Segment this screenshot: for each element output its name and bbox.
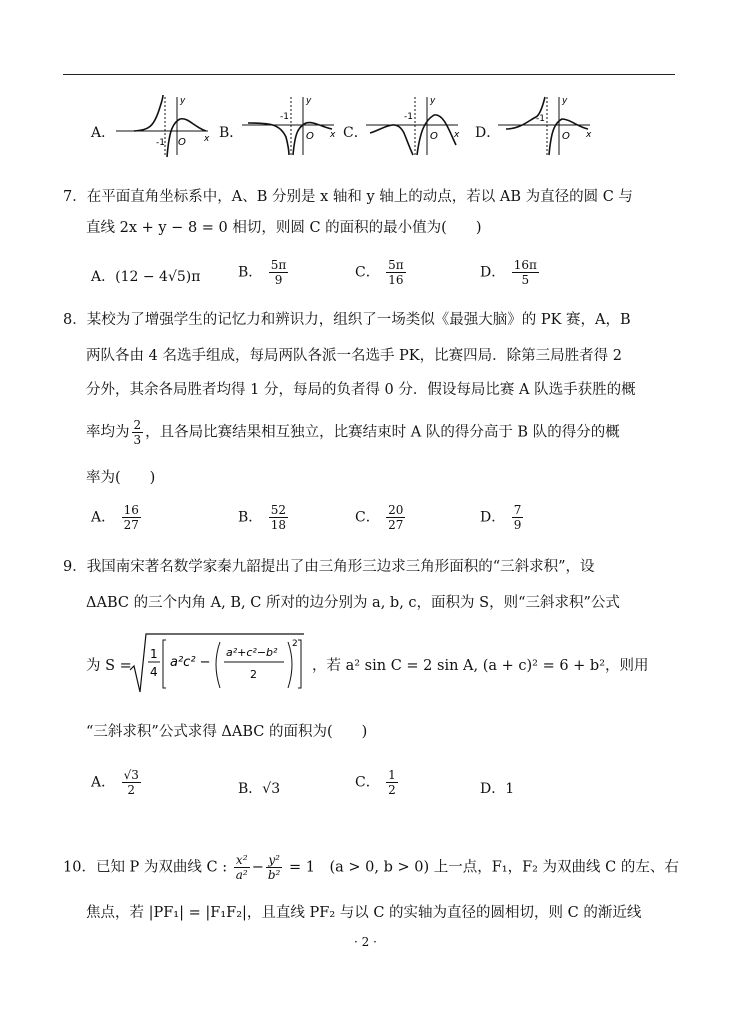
svg-text:O: O [430, 131, 438, 142]
q8-option-a-num: 16 [123, 503, 139, 517]
q9-option-a-label: A． [91, 774, 116, 791]
svg-text:-1: -1 [156, 138, 165, 148]
q9-option-c-den: 2 [388, 783, 396, 797]
q10-frac1-num: x² [235, 853, 248, 867]
q6-option-a-graph [114, 93, 212, 159]
q8-option-c-label: C． [355, 509, 380, 526]
q7-option-b-label: B． [238, 264, 263, 281]
q8-option-a [91, 503, 143, 532]
q6-option-c-graph [364, 93, 462, 159]
q9-option-b-value: √3 [262, 781, 281, 797]
q8-option-b-den: 18 [270, 518, 287, 532]
header-rule [63, 74, 675, 75]
q7-option-c-label: C． [355, 264, 380, 281]
q8-option-a-den: 27 [123, 518, 139, 532]
q9-formula-radical [128, 630, 306, 696]
q7-line2: 直线 2x + y − 8 = 0 相切，则圆 C 的面积的最小值为( ) [86, 220, 482, 236]
q7-option-d-num: 16π [513, 258, 537, 272]
q8-option-c [355, 503, 407, 532]
q8-option-b-label: B． [238, 509, 263, 526]
q6-option-b-label: B． [219, 125, 244, 141]
svg-text:4: 4 [150, 665, 158, 679]
q6-option-d-graph [496, 93, 594, 159]
svg-text:y: y [180, 96, 186, 106]
q9-formula-prefix: 为 S = [86, 658, 132, 674]
svg-text:y: y [306, 96, 312, 106]
q7-option-b-num: 5π [270, 258, 287, 272]
q9-line4: “三斜求积”公式求得 ΔABC 的面积为( ) [86, 724, 368, 740]
q7-line1: 7．在平面直角坐标系中，A、B 分别是 x 轴和 y 轴上的动点，若以 AB 为直径的圆 C 与 [63, 189, 633, 205]
q8-line4-pre: 率均为 [86, 424, 130, 441]
q9-option-d-value: 1 [505, 781, 515, 797]
q9-option-b-label: B． [238, 781, 263, 797]
q7-option-b [238, 258, 290, 287]
q10-line2: 焦点，若 |PF₁| = |F₁F₂|，且直线 PF₂ 与以 C 的实轴为直径的圆相切，则 C 的渐近线 [86, 905, 642, 921]
q7-option-c-num: 5π [388, 258, 404, 272]
q6-option-c-label: C． [343, 125, 368, 141]
svg-text:a²c² −: a²c² − [170, 655, 211, 670]
svg-text:y: y [562, 96, 568, 106]
q7-option-d [480, 258, 541, 287]
q8-line4 [86, 418, 620, 447]
q6-option-d-label: D． [475, 125, 501, 141]
q8-line4-post: ，且各局比赛结果相互独立，比赛结束时 A 队的得分高于 B 队的得分的概 [145, 424, 620, 441]
q8-option-c-den: 27 [388, 518, 404, 532]
svg-text:-1: -1 [536, 114, 545, 124]
q9-option-c-label: C． [355, 774, 380, 791]
q8-option-a-label: A． [91, 509, 116, 526]
svg-text:x: x [454, 130, 460, 140]
q7-option-c-den: 16 [388, 273, 404, 287]
svg-text:2: 2 [292, 639, 298, 649]
svg-text:x: x [204, 134, 210, 144]
q7-option-c [355, 258, 408, 287]
q8-line4-den: 3 [133, 433, 142, 447]
q6-option-a-label: A． [91, 125, 116, 141]
q8-option-d-label: D． [480, 509, 506, 526]
q8-option-d [480, 503, 525, 532]
q7-option-d-den: 5 [521, 273, 530, 287]
q7-option-b-den: 9 [274, 273, 283, 287]
q8-line3: 分外，其余各局胜者均得 1 分，每局的负者得 0 分．假设每局比赛 A 队选手获胜的概 [86, 382, 636, 398]
q10-frac1-den: a² [235, 868, 248, 882]
q7-option-d-label: D． [480, 264, 506, 281]
q8-option-b [238, 503, 290, 532]
svg-text:x: x [586, 130, 592, 140]
q10-frac2-num: y² [268, 853, 280, 867]
q10-frac2-den: b² [267, 868, 281, 882]
q8-line5: 率为( ) [86, 470, 156, 486]
svg-text:a²+c²−b²: a²+c²−b² [226, 646, 278, 659]
q10-line1-post: = 1 (a > 0, b > 0) 上一点，F₁，F₂ 为双曲线 C 的左、右 [288, 859, 679, 876]
q9-option-a [91, 768, 143, 797]
q7-option-a-label: A． [91, 269, 116, 285]
q8-option-d-num: 7 [513, 503, 522, 517]
q9-option-b [238, 778, 280, 798]
q9-line2: ΔABC 的三个内角 A, B, C 所对的边分别为 a, b, c，面积为 S，则“三斜求积”公式 [86, 595, 620, 611]
svg-text:x: x [330, 130, 336, 140]
q8-option-d-den: 9 [513, 518, 522, 532]
q8-option-b-num: 52 [270, 503, 287, 517]
q7-option-a-value: (12 − 4√5)π [115, 269, 201, 285]
q9-option-a-num: √3 [123, 768, 139, 782]
q10-line1: 10．已知 P 为双曲线 C : $\frac{\text{x²}}{\text{a²}}$ − $\frac{\text{y²}}{\text{b²}}$ = 1 (a > 0, b > 0) 上一点，F₁，F₂ 为双曲线 C 的左、右 [63, 853, 679, 882]
svg-text:O: O [178, 137, 186, 148]
svg-text:O: O [562, 131, 570, 142]
q9-option-d-label: D． [480, 781, 506, 797]
q10-line1-pre: 10．已知 P 为双曲线 C : [63, 859, 228, 876]
q7-option-a [91, 266, 200, 286]
svg-text:y: y [430, 96, 436, 106]
page-number: · 2 · [354, 935, 377, 949]
q9-option-d [480, 778, 514, 798]
svg-text:2: 2 [250, 668, 257, 681]
q9-option-c-num: 1 [388, 768, 396, 782]
q9-formula-tail: ，若 a² sin C = 2 sin A, (a + c)² = 6 + b²，则用 [312, 658, 649, 674]
svg-text:1: 1 [150, 647, 158, 661]
q8-line1: 8．某校为了增强学生的记忆力和辨识力，组织了一场类似《最强大脑》的 PK 赛，A，B [63, 312, 631, 328]
svg-text:-1: -1 [280, 112, 289, 122]
q9-option-c [355, 768, 400, 797]
q8-line4-num: 2 [133, 418, 142, 432]
q9-option-a-den: 2 [127, 783, 136, 797]
svg-text:O: O [306, 131, 314, 142]
svg-text:-1: -1 [404, 112, 413, 122]
q8-line2: 两队各由 4 名选手组成，每局两队各派一名选手 PK，比赛四局．除第三局胜者得 2 [86, 348, 622, 364]
q9-line1: 9．我国南宋著名数学家秦九韶提出了由三角形三边求三角形面积的“三斜求积”，设 [63, 559, 595, 575]
q6-option-b-graph [240, 93, 338, 159]
q8-option-c-num: 20 [388, 503, 404, 517]
